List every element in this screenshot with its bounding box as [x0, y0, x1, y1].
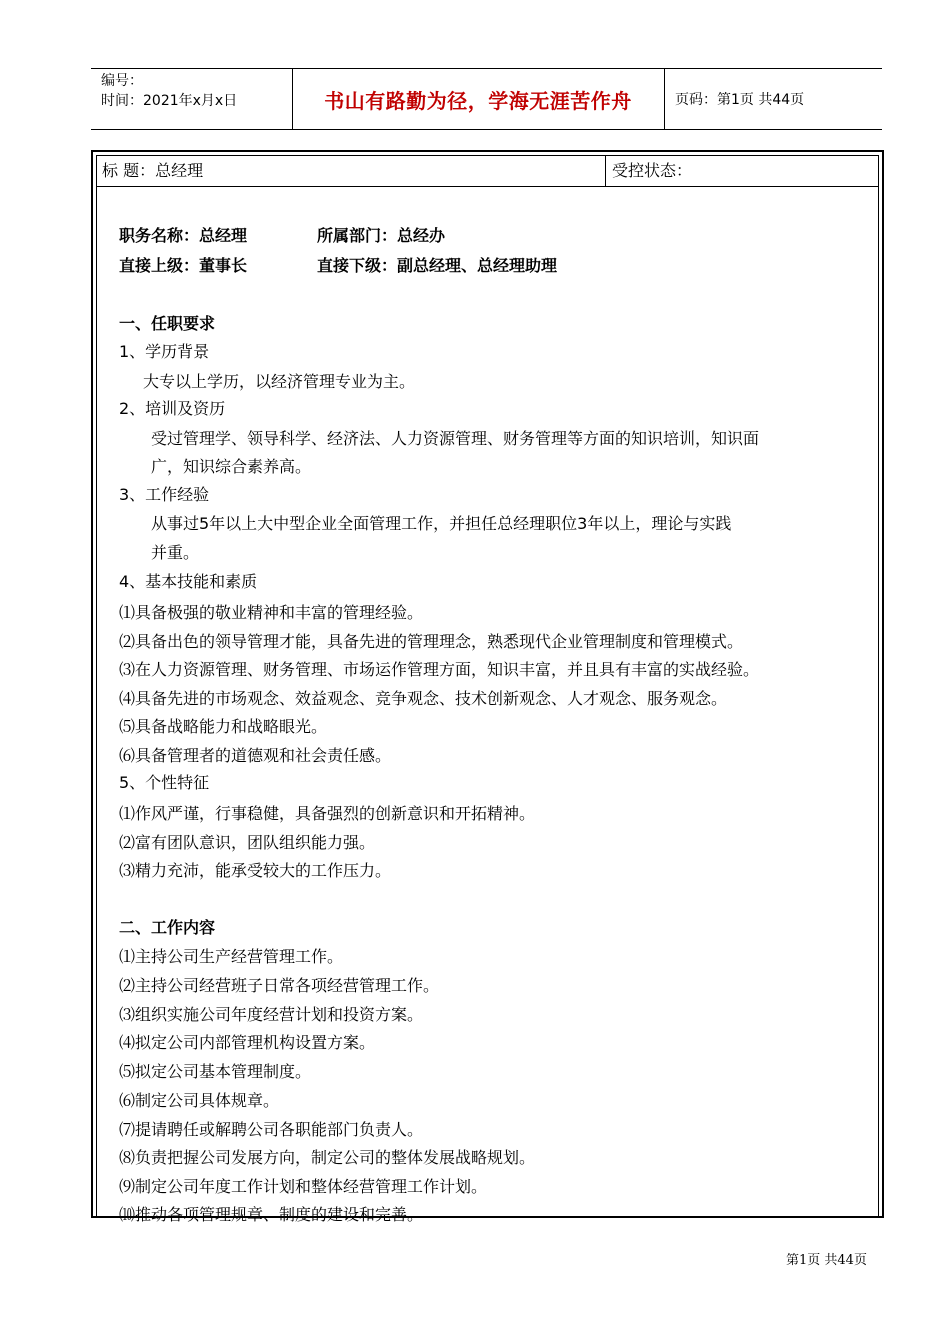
list-item: ⑷拟定公司内部管理机构设置方案。: [119, 1033, 376, 1052]
list-item: ⑸拟定公司基本管理制度。: [119, 1062, 312, 1081]
list-item: ⑸具备战略能力和战略眼光。: [119, 717, 328, 736]
paragraph: 大专以上学历，以经济管理专业为主。: [143, 372, 416, 391]
document-header: [91, 68, 882, 130]
header-meta: [101, 71, 237, 111]
list-item: ⑴具备极强的敬业精神和丰富的管理经验。: [119, 603, 424, 622]
list-item: ⑵具备出色的领导管理才能，具备先进的管理理念，熟悉现代企业管理制度和管理模式。: [119, 632, 744, 651]
paragraph: 从事过5年以上大中型企业全面管理工作，并担任总经理职位3年以上，理论与实践: [151, 514, 732, 533]
title-row: [97, 156, 878, 187]
list-item: ⑶精力充沛，能承受较大的工作压力。: [119, 861, 392, 880]
title-divider: [605, 156, 606, 186]
list-item: ⑶组织实施公司年度经营计划和投资方案。: [119, 1005, 424, 1024]
header-divider: [664, 69, 665, 129]
paragraph: 受过管理学、领导科学、经济法、人力资源管理、财务管理等方面的知识培训，知识面: [151, 429, 760, 448]
subsection-heading: 4、基本技能和素质: [119, 572, 258, 591]
position-subordinate: 直接下级：副总经理、总经理助理: [317, 256, 558, 275]
subsection-heading: 5、个性特征: [119, 773, 210, 792]
paragraph: 广，知识综合素养高。: [151, 457, 312, 476]
list-item: ⑻负责把握公司发展方向，制定公司的整体发展战略规划。: [119, 1148, 536, 1167]
subsection-heading: 1、学历背景: [119, 342, 210, 361]
time-label: 时间：2021年x月x日: [101, 93, 238, 109]
list-item: ⑴主持公司生产经营管理工作。: [119, 947, 344, 966]
paragraph: 并重。: [151, 543, 200, 562]
list-item: ⑷具备先进的市场观念、效益观念、竞争观念、技术创新观念、人才观念、服务观念。: [119, 689, 728, 708]
header-motto: 书山有路勤为径，学海无涯苦作舟: [324, 88, 632, 113]
list-item: ⑵主持公司经营班子日常各项经营管理工作。: [119, 976, 440, 995]
subsection-heading: 2、培训及资历: [119, 399, 226, 418]
list-item: ⑵富有团队意识，团队组织能力强。: [119, 833, 376, 852]
list-item: ⑺提请聘任或解聘公司各职能部门负责人。: [119, 1120, 424, 1139]
section-heading: 二、工作内容: [119, 918, 216, 937]
position-name: 职务名称：总经理: [119, 226, 248, 245]
page-footer: 第1页 共44页: [786, 1253, 867, 1268]
number-label: 编号：: [101, 73, 143, 89]
list-item: ⑹具备管理者的道德观和社会责任感。: [119, 746, 392, 765]
subsection-heading: 3、工作经验: [119, 485, 210, 504]
status-cell: 受控状态：: [612, 161, 693, 180]
section-heading: 一、任职要求: [119, 314, 216, 333]
list-item: ⑴作风严谨，行事稳健，具备强烈的创新意识和开拓精神。: [119, 804, 536, 823]
header-page-info: 页码：第1页 共44页: [675, 92, 805, 108]
title-cell: 标 题：总经理: [102, 161, 204, 180]
document-inner-frame: [96, 155, 879, 1224]
list-item: ⑶在人力资源管理、财务管理、市场运作管理方面，知识丰富，并且具有丰富的实战经验。: [119, 660, 760, 679]
list-item: ⑽推动各项管理规章、制度的建设和完善。: [119, 1205, 424, 1224]
list-item: ⑹制定公司具体规章。: [119, 1091, 280, 1110]
list-item: ⑼制定公司年度工作计划和整体经营管理工作计划。: [119, 1177, 488, 1196]
position-superior: 直接上级：董事长: [119, 256, 248, 275]
document-frame: [91, 150, 884, 1224]
position-department: 所属部门：总经办: [317, 226, 446, 245]
